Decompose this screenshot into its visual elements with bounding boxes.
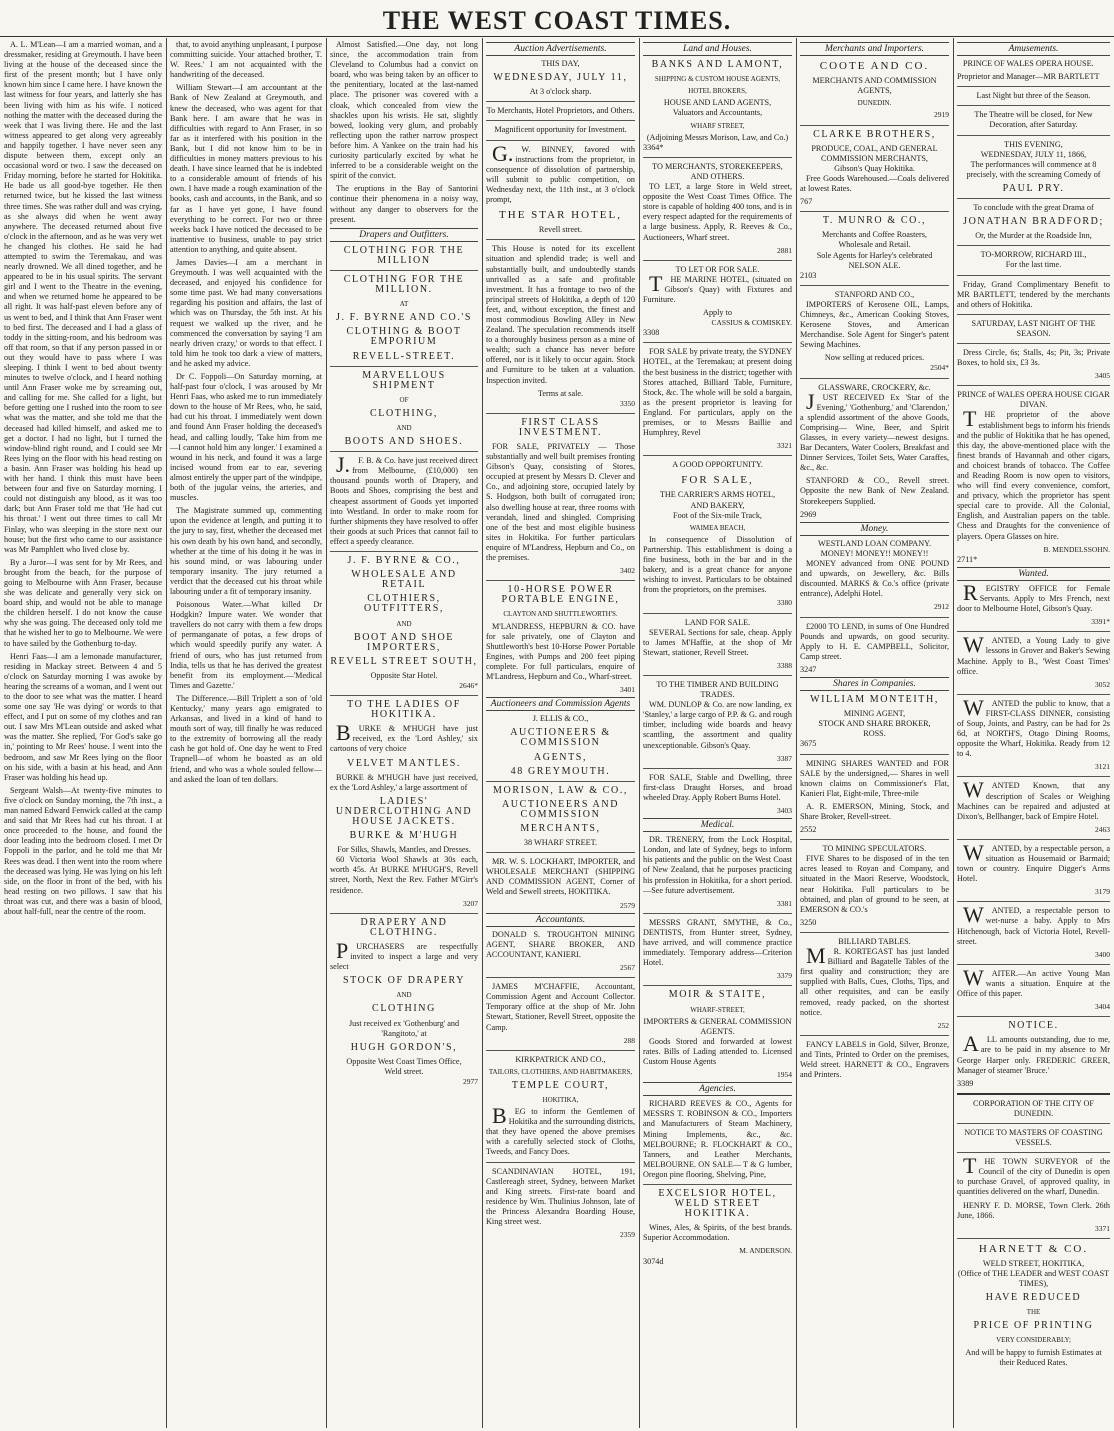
news-column-1 [4,40,162,1428]
ad-line: (Office of THE LEADER and WEST COAST TIMES), [957,1269,1110,1289]
column-rule [166,38,167,1428]
ad-title: LAND FOR SALE. [684,617,751,627]
ad-line: 'Rangitoto,' at [381,1028,427,1038]
ad-line: For Silks, Shawls, Mantles, and Dresses. [337,845,471,855]
ad-line: Magnificent opportunity for Investment. [494,125,627,135]
section-header: Shares in Companies. [800,677,949,691]
ad-text: J.F. B. & Co. have just received direct from Melbourne, (£10,000) ten thousand pounds worth of Drapery, and Boots and Shoes, comprising the best and cheapest assortment of Goods yet imported into Westland. In order to make room for further shipments they have resolved to offer their goods at such Prices that cannot fail to effect a speedy clearance. [330,452,478,546]
ad-line: TEMPLE COURT, [511,1079,610,1091]
ad-line: BANKS AND LAMONT, [651,59,784,71]
ad-text: THE MARINE HOTEL, (situated on Gibson's Quay) with Fixtures and Furniture. [643,270,792,304]
ad-line: IMPORTERS & GENERAL COMMISSION [643,1016,792,1026]
ad-line: Opposite Star Hotel. [370,670,438,680]
ad-number: 3403 [777,806,792,815]
ad-line: MERCHANTS AND COMMISSION [812,76,937,86]
ad-line: AGENTS. [700,1026,735,1036]
section-header: Accountants. [486,913,635,927]
ad-text: REGISTRY OFFICE for Female Servants. Apply to Mrs French, next door to Melbourne Hotel, Gibson's Quay. [957,579,1110,614]
ad-text: DR. TRENERY, from the Lock Hospital, London, and late of Sydney, begs to inform his patients and the public on the West Coast of New Zealand, that he purposes practicing his profession in Hokitika, for a short period.—See future advertisement. [643,835,792,895]
ads-column-7 [957,40,1110,1428]
ad-text: MINING SHARES WANTED and FOR SALE by the undersigned,— Shares in well known claims on Commissioner's Flat, Kanieri Flat, Eight-mile, Three-mile [800,758,949,798]
ad-text: DONALD S. TROUGHTON MINING AGENT, SHARE BROKER, AND ACCOUNTANT, KANIERI. [486,929,635,959]
ad-text: FOR SALE by private treaty, the SYDNEY HOTEL, at the Teremakau; at present doing the best business in the district; together with Stores attached, Billiard Table, Furniture, Stock, &c. The whole will be sold a bargain, as the present proprietor is leaving for England. For particulars, apply on the premises, or to Messrs Baillie and Humphrey, Revel [643,347,792,438]
ad-number: 3074d [643,1256,664,1266]
ad-text: Free Goods Warehoused.—Coals delivered at lowest Rates. [800,173,949,194]
column-rule [326,38,327,1428]
ad-line: ROSS. [863,729,886,739]
ad-number: 3179 [1095,887,1110,897]
ad-line: Valuators and Accountants, [672,108,763,118]
ad-text: JUST RECEIVED Ex 'Star of the Evening,' 'Gothenburg,' and 'Clarendon,' a splendid assortment of the above Goods, Comprising— Wine, Beer, and Spirit Glasses, in every variety—newest designs. Bar Decanters, Water Coolers, Breakfast and Dinner Services, Toilet Sets, Water Caraffes, &c., &c. [800,388,949,473]
ad-title: PRINCE of WALES OPERA HOUSE CIGAR DIVAN. [957,390,1110,410]
ad-title: JONATHAN BRADFORD; [963,216,1104,228]
ad-line: M. ANDERSON. [739,1246,792,1256]
ad-line: The Theatre will be closed, for New Decoration, after Saturday. [974,110,1093,130]
article-paragraph: Poisonous Water.—What killed Dr Hodgkin? Impure water. We wonder that travellers do not carry with them a few drops of permanganate of potas, a few drops of which would speedily purify any water. A friend of ours, who has just returned from India, tells us that he has derived the greatest benefit from its employment.—'Medical Times and Gazette.' [170,600,322,690]
article-paragraph: William Stewart—I am accountant at the Bank of New Zealand at Greymouth, and knew the deceased, who was agent for that Bank here. I am aware that he was in difficulties with regard to Ann Fraser, in so far as it interfered with his position in the Bank, but I did not know him to be in difficulties in money matters previous to his death. I have since learned that he is indebted to a considerable amount of friends of his own. I have made a rough examination of the books, cash and accounts, in the Bank, and so far as I have yet gone, I have found everything to be correct. For two or three weeks back I have noticed the deceased to be inattentive to business, unable to pay strict attention to anything, and quite absent. [170,83,322,254]
ad-title: HARNETT & CO. [978,1242,1089,1255]
article-paragraph: The eruptions in the Bay of Santorini continue their phenomena in a noisy way, without any danger to observers for the present. [330,184,478,224]
ad-line: WHARF-STREET, [690,1005,745,1014]
ad-line: Or, the Murder at the Roadside Inn, [975,231,1092,241]
ad-text: FOR SALE, Stable and Dwelling, three first-class Draught Horses, and broad wheeled Dray. Apply Robert Burns Hotel. [643,772,792,802]
ad-line: The performances will commence at 8 precisely, with the screaming Comedy of [966,159,1101,179]
ad-number: 3391* [1091,617,1110,627]
ad-number: 3388 [777,660,792,670]
ad-title: TO-MORROW, RICHARD III., [980,250,1087,260]
ad-line: HUGH GORDON'S, [350,1041,458,1053]
ad-line: MERCHANTS, [520,823,601,834]
ads-column-6 [800,40,949,1428]
ad-line: Gibson's Quay Hokitika. [834,163,915,173]
ad-line: MOIR & STAITE, [668,989,767,1001]
ad-line: B. MENDELSSOHN. [1043,544,1110,554]
ad-number: 252 [937,1020,949,1030]
ad-number: 3250 [800,917,817,927]
ad-number: 767 [800,197,813,207]
ad-title: MONEY! MONEY!! MONEY!! [820,548,929,558]
ad-line: CLOTHIERS, OUTFITTERS, [363,593,445,615]
ad-line: THE [1026,1308,1041,1317]
ad-text: IMPORTERS of Kerosene OIL, Lamps, Chimneys, &c., American Cooking Stoves, Kerosene Stoves, and American Merchandise. Sole Agent for Singer's patent Sewing Machines. [800,299,949,350]
ad-line: SHIPPING & CUSTOM HOUSE AGENTS, [654,75,781,84]
ad-line: Just received ex 'Gothenburg' and [348,1018,460,1028]
ad-line: PRICE OF PRINTING [973,1320,1094,1332]
ads-column-4 [486,40,635,1428]
ad-title: CORPORATION OF THE CITY OF DUNEDIN. [972,1098,1094,1118]
ad-number: 3121 [1095,762,1110,772]
ad-number: 3389 [957,1078,974,1088]
column-rule [482,38,483,1428]
article-paragraph: By a Juror—I was sent for by Mr Rees, and brought from the beach, for the purpose of going to Melbourne with Ann Fraser, because she was delicate and generally very sick on board ship, and would not be able to manage the children herself. I do not know the cause why she was going. The deceased only told me that he wished her to go to Melbourne. We were to have sailed by the Gothenburg to-day. [4,557,162,648]
ad-number: 2552 [800,825,817,835]
section-header: Land and Houses. [643,42,792,56]
ad-number: 2504* [930,363,949,373]
ad-title: LADIES' UNDERCLOTHING AND HOUSE JACKETS. [335,795,473,827]
ad-line: For the last time. [1005,260,1062,270]
ad-line: OF [399,395,409,404]
masthead: THE WEST COAST TIMES. [382,6,732,35]
ad-number: 2646* [459,680,478,690]
ad-title: NOTICE TO MASTERS OF COASTING VESSELS. [964,1127,1103,1148]
ad-text: WAITER.—An active Young Man wants a situation. Enquire at the Office of this paper. [957,964,1110,999]
ad-title: TO MINING SPECULATORS. [822,844,927,854]
article-paragraph: Dr C. Foppoli—On Saturday morning, at half-past four o'clock, I was aroused by Mr Henri Faas, who asked me to run immediately down to the house of Mr Rees, who, he said, had cut his throat. I immediately went down and found Ann Fraser holding the deceased's head, and calling loudly, 'Take him from me—I cannot hold him any longer.' I examined a wound in his neck, and found it was a large incised wound from ear to ear, severing almost entirely the upper part of the windpipe, both of the jugular veins, the arteries, and muscles. [170,372,322,503]
article-paragraph: The Difference.—Bill Triplett a son of 'old Kentucky,' many years ago emigrated to Arkansas, and lived in a kind of hand to mouth sort of way, till finally he was reduced to the extremity of borrowing all the ready cash he got hold of. One day he went to Fred Trapnell—of whom he boasted as an old friend, and who was a whole souled fellow—and asked the loan of ten dollars. [170,693,322,784]
ad-line: At 3 o'clock sharp. [529,87,592,97]
ad-line: (Adjoining Messrs Morison, Law, and Co.) [646,132,789,142]
ad-text: MR. W. S. LOCKHART, IMPORTER, and WHOLESALE MERCHANT (SHIPPING AND COMMISSION AGENT, Corner of Weld and Sewell streets, HOKITIKA. [486,857,635,897]
ad-line: CLOTHING [372,1003,436,1015]
ad-line: CASSIUS & COMISKEY. [711,318,792,328]
ad-line: 48 GREYMOUTH. [510,765,611,777]
ad-line: DUNEDIN. [857,99,892,108]
ad-line: HAVE REDUCED [985,1292,1082,1304]
ad-line: WILLIAM MONTEITH, [810,694,939,706]
ad-line: MORISON, LAW & CO., [493,784,628,796]
ad-line: COOTE AND CO. [819,60,930,73]
ad-line: WHARF STREET, [690,121,745,130]
ad-number: 2919 [934,110,949,120]
ad-line: J. F. BYRNE & CO., [347,555,461,567]
ad-text: Dress Circle, 6s; Stalls, 4s; Pit, 3s; Private Boxes, to hold six, £3 3s. [957,347,1110,368]
ad-text: M'LANDRESS, HEPBURN & CO. have for sale privately, one of Clayton and Shuttleworth's best 10-Horse Power Portable Engines, with Pumps and 200 feet piping complete. For full particulars, enquire of M'Landress, Hepburn and Co., Wharf-street. [486,621,635,681]
ad-number: 2912 [934,602,949,612]
ad-number: 3402 [620,566,635,576]
ad-number: 3052 [1095,679,1110,689]
ad-line: THIS EVENING, [1004,139,1063,149]
ad-text: In consequence of Dissolution of Partnership. This establishment is doing a fine business, both in the bar and in the bakery, and is a great chance for anyone wishing to invest. Particulars to be obtained from the proprietors, on the premises. [643,534,792,595]
section-header: Auction Advertisements. [486,42,635,56]
ad-text: MONEY advanced from ONE POUND and upwards, on Jewellery, &c. Bills discounted. MARKS & Co.'s office (private entrance), Adelphi Hotel. [800,559,949,599]
ad-title: FOR SALE, [681,474,754,487]
ad-text: SCANDINAVIAN HOTEL, 191, Castlereagh street, Sydney, between Market and King streets. First-rate board and residence by Wm. Thulinius Johnson, late of the Princess Alexandra Boarding House, King street west. [486,1166,635,1226]
column-rule [953,38,954,1428]
ad-line: MINING AGENT, [843,709,906,719]
article-paragraph: Henri Faas—I am a lemonade manufacturer, residing in Mackay street. Between 4 and 5 o'clock on Saturday morning I was awoke by hearing the screams of a woman, and I went out to the door to see what was the matter. I heard some one say 'He was dying' or words to that effect, and I put on some of my clothes and ran out. I saw Mrs M'Lean outside and asked what was the matter. She replied, 'For God's sake go in,' pointing to Mr Rees' house. I went into the bedroom, and saw Mr Rees lying on the floor on his side, with a basin at his head, and Ann Fraser was holding his head up. [4,651,162,782]
section-header: Merchants and Importers. [800,42,949,56]
ad-text: £2000 TO LEND, in sums of One Hundred Pounds and upwards, on good security. Apply to H. E. CAMPBELL, Solicitor, Camp street. [800,621,949,661]
news-column-3 [330,40,478,1428]
ad-title: BURKE & M'HUGH [349,830,459,842]
ad-line: AND [396,424,412,432]
ad-line: Apply to [703,308,732,318]
ad-line: BOOTS AND SHOES. [344,436,464,448]
ad-line: Foot of the Six-mile Track, [673,510,762,520]
ad-number: 3364* [643,142,664,152]
ad-title: GLASSWARE, CROCKERY, &c. [818,382,931,392]
ad-line: And will be happy to furnish Estimates at their Reduced Rates. [965,1347,1102,1367]
column-rule [796,38,797,1428]
ad-text: TO LET, a large Store in Weld street, opposite the West Coast Times Office. The store is capable of holding 400 tons, and is in every respect adapted for the requirements of a large business. Apply, R. Reeves & Co., Auctioneers, Wharf street. [643,182,792,242]
ad-line: Proprietor and Manager—MR BARTLETT [957,72,1100,82]
column-rule [639,38,640,1428]
ad-line: HOKITIKA, [542,1095,579,1104]
ad-title: SATURDAY, LAST NIGHT OF THE SEASON. [971,318,1096,338]
article-paragraph: A. L. M'Lean—I am a married woman, and a dressmaker, residing at Greymouth. I have been living at the house of the deceased since the first of the present month; but I have only known him since I came here. I have known the last witness for four years, and latterly she has been living with him as his wife. I noticed nothing the matter with the deceased during the week that I was living there. He and the last witness appeared to get along very agreeably and happily together. I have never seen any dispute between them, except only an occasional word or two. I saw the deceased on Friday morning, before he started for Hokitika. He bade us all good-bye together. He then returned twice, but he kissed the last witness three times. She was rather dull and was crying, as she always did when he went away anywhere. The deceased returned about five o'clock in the afternoon, and as he was very wet he changed his clothes. He said he had attempted to swim the Teremakau, and was nearly drowned. We all dined together, and he appeared to be in his usual spirits. The servant girl and I went to the Theatre in the evening, and when we returned home he appeared to be all right. It was half-past eleven before any of us went to bed, and I think that Ann Fraser went to bed first. The deceased and I had a glass of toddy in the sitting-room, and his bedroom was off that room, so that if any person passed in or out they would have to pass where I was sleeping. I think I went to bed about twenty minutes to twelve o'clock, and I heard nothing until Ann Fraser woke me by screaming out, and calling for me. She called for a light, but before getting one I rushed into the room to see what was the matter, and she told me that the deceased had killed himself, and asked me to get a doctor. I had no light, but I turned the window-blind right round, and I could see Mr Rees lying on the floor with his head resting on a basin. Ann Fraser was holding his head up with her hand. I think this must have been between four and five on Saturday morning. I could not distinguish any blood, as it was too dark; but Ann Fraser told me that 'He had cut his throat.' I went out three times to call Mr Finlay, who was sleeping in the store next our house; but the first who came to our assistance was Mr Pamphlett who lived close by. [4,40,162,554]
ad-text: WM. DUNLOP & Co. are now landing, ex 'Stanley,' a large cargo of P.P. & G. and rough timber, including wide boards and heavy scantling, the assortment and quality unexceptionable. Gibson's Quay. [643,700,792,750]
ad-line: Terms at sale. [537,388,584,398]
ad-number: 288 [623,1035,635,1045]
ad-line: WEDNESDAY, JULY 11, [493,72,628,84]
ad-line: PRODUCE, COAL, AND GENERAL [811,143,938,153]
ad-line: KIRKPATRICK AND CO., [515,1054,606,1064]
ad-title: NOTICE. [1008,1020,1059,1032]
ad-text: MR. KORTEGAST has just landed Billiard and Bagatelle Tables of the first quality and construction; they are supplied with Balls, Cues, Cloths, Tips, and all other requisites, and can be easily removed, ready packed, on the shortest notice. [800,943,949,1017]
ad-title: TO LET OR FOR SALE. [675,264,760,274]
ad-title: TO THE LADIES OF HOKITIKA. [347,699,461,721]
ad-text: JAMES M'CHAFFIE, Accountant, Commission Agent and Account Collector. Temporary office at the shop of Mr. John Stewart, Stationer, Revell Street, opposite the Camp. [486,982,635,1032]
ad-text: WANTED, a respectable person to wet-nurse a baby. Apply to Mrs Hitchenough, back of Victoria Hotel, Revell-street. [957,902,1110,946]
ad-line: AND [396,619,412,628]
ad-line: T. MUNRO & CO., [822,215,927,227]
ad-text: THE TOWN SURVEYOR of the Council of the city of Dunedin is open to purchase Gravel, of approved quality, in quantities delivered on the wharf, Dunedin. [957,1153,1110,1197]
ad-number: 3401 [620,685,635,695]
ad-line: CLOTHING, [369,407,438,419]
ad-line: CLOTHING FOR THE MILLION [343,244,465,266]
ad-title: A GOOD OPPORTUNITY. [672,460,763,470]
ad-line: CLOTHING FOR THE MILLION. [343,273,465,296]
ads-column-5 [643,40,792,1428]
ad-text: MESSRS GRANT, SMYTHE, & Co., DENTISTS, from Hunter street, Sydney, have arrived, and will commence practice immediately. Temporary address—Criterion Hotel. [643,917,792,968]
ad-number: 3321 [777,441,792,451]
ad-line: 38 WHARF STREET. [523,838,598,848]
ad-number: 2463 [1095,824,1110,834]
ad-number: 3405 [1095,371,1110,381]
ad-text: PURCHASERS are respectfully invited to inspect a large and very select [330,937,478,972]
article-paragraph: Sergeant Walsh—At twenty-five minutes to five o'clock on Sunday morning, the 7th inst., a man named Edward Fenwick called at the camp and said that Mr Rees had cut his throat. I at once proceeded to the house, and found the door leading into the bedroom closed. I met Dr Foppoli in the parlor, and he told me that Mr Rees was dead. I then went into the room where the deceased was lying. He was lying on his left side, on the floor in front of the bed, with his head resting on two pillows. I saw that his throat was cut, and there was a basin of blood, about half-full, near the centre of the room. [4,785,162,916]
ad-line: THIS DAY, [541,59,580,69]
ad-text: BURKE & M'HUGH have just received, ex the 'Lord Ashley,' a large assortment of [330,772,478,792]
ad-title: DRAPERY AND CLOTHING. [360,916,448,938]
ad-text: WANTED the public to know, that a FIRST-CLASS DINNER, consisting of Soup, Joints, and Pastry, can be had for 2s 6d, at NORTH'S, Otago Dining Rooms, opposite the Wharf, Hokitika. Ready from 12 to 4. [957,694,1110,759]
ad-line: Weld street. [384,1066,424,1076]
ad-line: Revell street. [538,225,583,235]
ad-line: THE CARRIER'S ARMS HOTEL, [659,490,776,500]
ad-number: 3371 [1095,1223,1110,1233]
ad-number: 3247 [800,664,817,674]
ad-line: WELD STREET, HOKITIKA, [982,1258,1085,1268]
ad-text: G.W. BINNEY, favored with instructions from the proprietor, in consequence of dissolution of partnership, will submit to public competition, on Wednesday next, the 11th inst., at 3 o'clock prompt, [486,140,635,205]
ad-number: 2881 [777,245,792,255]
section-header: Wanted. [957,567,1110,581]
ad-number: 3379 [777,971,792,981]
ad-text: WANTED, by a respectable person, a situation as Housemaid or Barmaid; town or country. Enquire Digger's Arms Hotel. [957,839,1110,884]
ad-title: EXCELSIOR HOTEL, WELD STREET HOKITIKA. [658,1188,777,1220]
ad-title: PAUL PRY. [1002,182,1065,194]
ad-text: SEVERAL Sections for sale, cheap. Apply to James M'Haffie, at the shop of Mr Stewart, stationer, Revell Street. [643,627,792,657]
section-header: Amusements. [957,42,1110,56]
ad-line: Now selling at reduced prices. [824,353,925,363]
ad-line: CLAYTON AND SHUTTLEWORTH'S. [503,610,618,619]
ad-text: FIVE Shares to be disposed of in the ten acres leased to Royan and Company, and situated in the Maori Reserve, Woodstock, near Hokitika. Full particulars to be obtained, and plan of ground to be seen, at EMERSON & CO.'s [800,854,949,914]
ad-text: RICHARD REEVES & CO., Agents for MESSRS T. ROBINSON & CO., Importers and Manufacturers of Steam Machinery, Mining Implements, &c., &c. MELBOURNE; R. FLOCKHART & CO., Tanners, and Leather Merchants, MELBOURNE. ON SALE— T & G lumber, Oregon pine flooring, Shelving, Pine, [643,1099,792,1179]
ad-line: Sole Agents for Harley's celebrated [816,250,933,260]
ad-title: TO MERCHANTS, STOREKEEPERS, AND OTHERS. [652,161,783,181]
ad-line: VERY CONSIDERABLY; [996,1336,1071,1345]
ad-line: CLARKE BROTHERS, [813,128,936,140]
ad-line: CLOTHING & BOOT EMPORIUM [346,326,462,348]
ad-line: AND BAKERY, [690,500,745,510]
ad-title: PRINCE OF WALES OPERA HOUSE. [963,59,1094,69]
ad-text: WANTED, a Young Lady to give lessons in Grover and Baker's Sewing Machine. Apply to B., 'West Coast Times' office. [957,632,1110,676]
ad-title: BILLIARD TABLES. [838,936,911,946]
ad-text: ALL amounts outstanding, due to me, are to be paid in my absence to Mr George Harper only. FREDERIC GREER, Manager of steamer 'Bruce.' [957,1031,1110,1075]
ad-text: HENRY F. D. MORSE, Town Clerk. 26th June, 1866. [957,1200,1110,1220]
ad-title: FIRST CLASS INVESTMENT. [518,416,603,438]
ad-text: Wines, Ales, & Spirits, of the best brands. Superior Accommodation. [643,1223,792,1243]
ad-title: TO THE TIMBER AND BUILDING TRADES. [656,679,779,700]
section-header: Auctioneers and Commission Agents [486,697,635,711]
ad-number: 2579 [620,900,635,910]
ad-line: HOUSE AND LAND AGENTS, [663,98,772,108]
ad-line: J. F. BYRNE AND CO.'S [335,312,472,324]
ad-title: STOCK OF DRAPERY [342,975,466,987]
ad-number: 3387 [777,753,792,763]
masthead-rule [0,36,1114,37]
ad-line: Wholesale and Retail. [838,240,911,250]
ad-line: AT [399,300,409,309]
section-header: Drapers and Outfitters. [330,228,478,242]
ad-line: Opposite West Coast Times Office, [346,1056,462,1066]
ad-number: 2103 [800,270,817,280]
ad-text: FANCY LABELS in Gold, Silver, Bronze, and Tints, Printed to Order on the premises, Weld street. HARNETT & CO., Engravers and Printers. [800,1039,949,1080]
ad-line: HOTEL BROKERS, [688,87,747,96]
ad-number: 3400 [1095,949,1110,959]
ad-number: 3350 [620,398,635,408]
ad-number: 3308 [643,328,660,338]
ad-text: A. R. EMERSON, Mining, Stock, and Share Broker, Revell-street. [800,801,949,821]
ad-line: WAIMEA BEACH, [689,523,746,532]
ad-line: AND [396,991,412,1000]
ad-line: MARVELLOUS SHIPMENT [362,369,446,391]
ad-number: 2567 [620,963,635,973]
section-header: Medical. [643,818,792,832]
ad-line: COMMISSION MERCHANTS, [821,153,928,163]
ad-number: 3207 [463,898,478,908]
ad-text: STANFORD & CO., Revell street. Opposite the new Bank of New Zealand. Storekeepers Supplied. [800,476,949,506]
ad-line: To Merchants, Hotel Proprietors, and Others. [486,106,635,116]
ad-line: WEDNESDAY, JULY 11, 1866, [980,149,1087,159]
ad-text: This House is noted for its excellent situation and splendid trade; is well and substantially built, and undoubtedly stands unrivalled as a safe and profitable investment. It has a frontage to two of the principal streets of Hokitika, a depth of 120 feet, and, without exception, the finest and most commodious Bowling Alley in New Zealand. The speculation recommends itself to a thoroughly business person as a mine of wealth; such a chance has never before offered, nor is it likely to occur again. Stock and Furniture to be taken at a valuation. Inspection invited. [486,244,635,385]
article-paragraph: The Magistrate summed up, commenting upon the evidence at length, and putting it to the jury to say, first, whether the deceased met his own death by his own hand, and secondly, whether at the time of his doing it he was in his sound mind, or was labouring under temporary insanity. The jury returned a verdict that the deceased cut his throat while labouring under a fit of temporary insanity. [170,506,322,596]
ad-text: FOR SALE, PRIVATELY — Those substantially and well built premises fronting Gibson's Quay, consisting of Stores, occupied at present by Messrs D. Clever and Co., and adjoining store, occupied lately by S. Hodgson, both built of corrugated iron; also dwelling house at rear, three rooms with verandah, lined and shingled. Comprising one of the best and most eligible business sites in Hokitika. For further particulars enquire of M'Landress, Hepburn and Co., on the premises. [486,442,635,563]
ad-line: REVELL-STREET. [352,350,456,362]
ad-number: 2977 [463,1076,478,1086]
ad-number: 3675 [800,739,817,749]
ad-text: WANTED Known, that any description of Scales or Weighing Machines can be repaired and adjusted at Dixon's, Bellhanger, back of Empire Hotel. [957,777,1110,821]
ad-text: BEG to inform the Gentlemen of Hokitika and the surrounding districts, that they have opened the above premises with a carefully selected stock of Cloths, Tweeds, and Fancy Does. [486,1103,635,1157]
ad-text: THE proprietor of the above establishment begs to inform his friends and the public of Hokitika that he has opened, this day, the above-mentioned place with the finest brands of Havannah and other cigars, and choicest brands of tobacco. The Coffee and Reading Room is now open to visitors, who will find every convenience, comfort, and privacy, which the proprietor has spent special care to provide. All the Colonial, English, and Australian papers on the table. Chess and Draughts for the convenience of players. Opera Glasses on hire. [957,406,1110,541]
ad-line: AUCTIONEERS & COMMISSION [510,727,611,749]
ad-line: J. ELLIS & CO., [532,714,589,724]
ad-title: STANFORD AND CO., [834,289,915,299]
ad-number: 2359 [620,1230,635,1240]
ad-line: Merchants and Coffee Roasters, [822,230,927,240]
ad-number: 1954 [777,1070,792,1080]
ad-line: AGENTS, [533,751,588,763]
ad-line: AUCTIONEERS AND COMMISSION [501,798,620,820]
ad-line: REVELL STREET SOUTH, [330,655,478,667]
ad-line: BOOT AND SHOE IMPORTERS, [353,631,455,653]
ad-text: BURKE & M'HUGH have just received, ex the 'Lord Ashley,' six cartoons of very choice [330,720,478,754]
ad-title: THE STAR HOTEL, [499,209,622,222]
ad-line: To conclude with the great Drama of [973,203,1094,213]
article-paragraph: Almost Satisfied.—One day, not long since, the accommodation train from Cleveland to Columbus had a convict on board, who was being taken by an officer to the penitentiary, located at the last-named place. The prisoner was covered with a cloak, which concealed from view the shackles upon his wrists. He sat, slightly bowed, looking very glum, and probably reflecting upon the rather narrow prospect before him. A Yankee on the train had his curiosity particularly excited by what he inferred to be a considerable weight on the spirit of the convict. [330,40,478,181]
news-column-2 [170,40,322,1428]
ad-title: VELVET MANTLES. [347,757,461,769]
ad-text: Friday, Grand Complimentary Benefit to MR BARTLETT, tendered by the merchants and others of Hokitika. [957,279,1110,309]
ad-line: Last Night but three of the Season. [976,91,1091,101]
ad-line: TAILORS, CLOTHIERS, AND HABITMAKERS, [488,1067,633,1076]
ad-text: Goods Stored and forwarded at lowest rates. Bills of Lading attended to. Licensed Custom House Agents [643,1036,792,1066]
ad-line: STOCK AND SHARE BROKER, [818,719,931,729]
ad-line: NELSON ALE. [848,260,901,270]
article-paragraph: James Davies—I am a merchant in Greymouth. I was well acquainted with the deceased, and enjoyed his confidence for some time past. We had many conversations regarding his position and affairs, the last of which was on Thursday, the 5th inst. At his request we walked up the river, and he commenced the conversation by saying 'I am nearly driven crazy,' or words to that effect. I told him he took too dark a view of matters, and he asked my advice. [170,257,322,368]
ad-title: 10-HORSE POWER PORTABLE ENGINE, [501,584,620,606]
ad-title: WESTLAND LOAN COMPANY. [817,538,932,548]
ad-line: AGENTS, [857,86,892,96]
ad-number: 3381 [777,898,792,908]
ad-number: 2969 [800,509,817,519]
ad-text: 60 Victoria Wool Shawls at 30s each, worth 45s. At BURKE M'HUGH'S, Revell street, North, Next the Rev. Father M'Girr's residence. [330,855,478,895]
ad-number: 2711* [957,554,978,564]
section-header: Agencies. [643,1082,792,1096]
section-header: Money. [800,522,949,536]
ad-number: 3404 [1095,1002,1110,1012]
article-paragraph: that, to avoid anything unpleasant, I purpose committing suicide. Your attached brother, T. W. Rees.' I am not acquainted with the handwriting of the deceased. [170,40,322,80]
ad-number: 3380 [777,598,792,608]
ad-line: WHOLESALE AND RETAIL [351,569,457,591]
